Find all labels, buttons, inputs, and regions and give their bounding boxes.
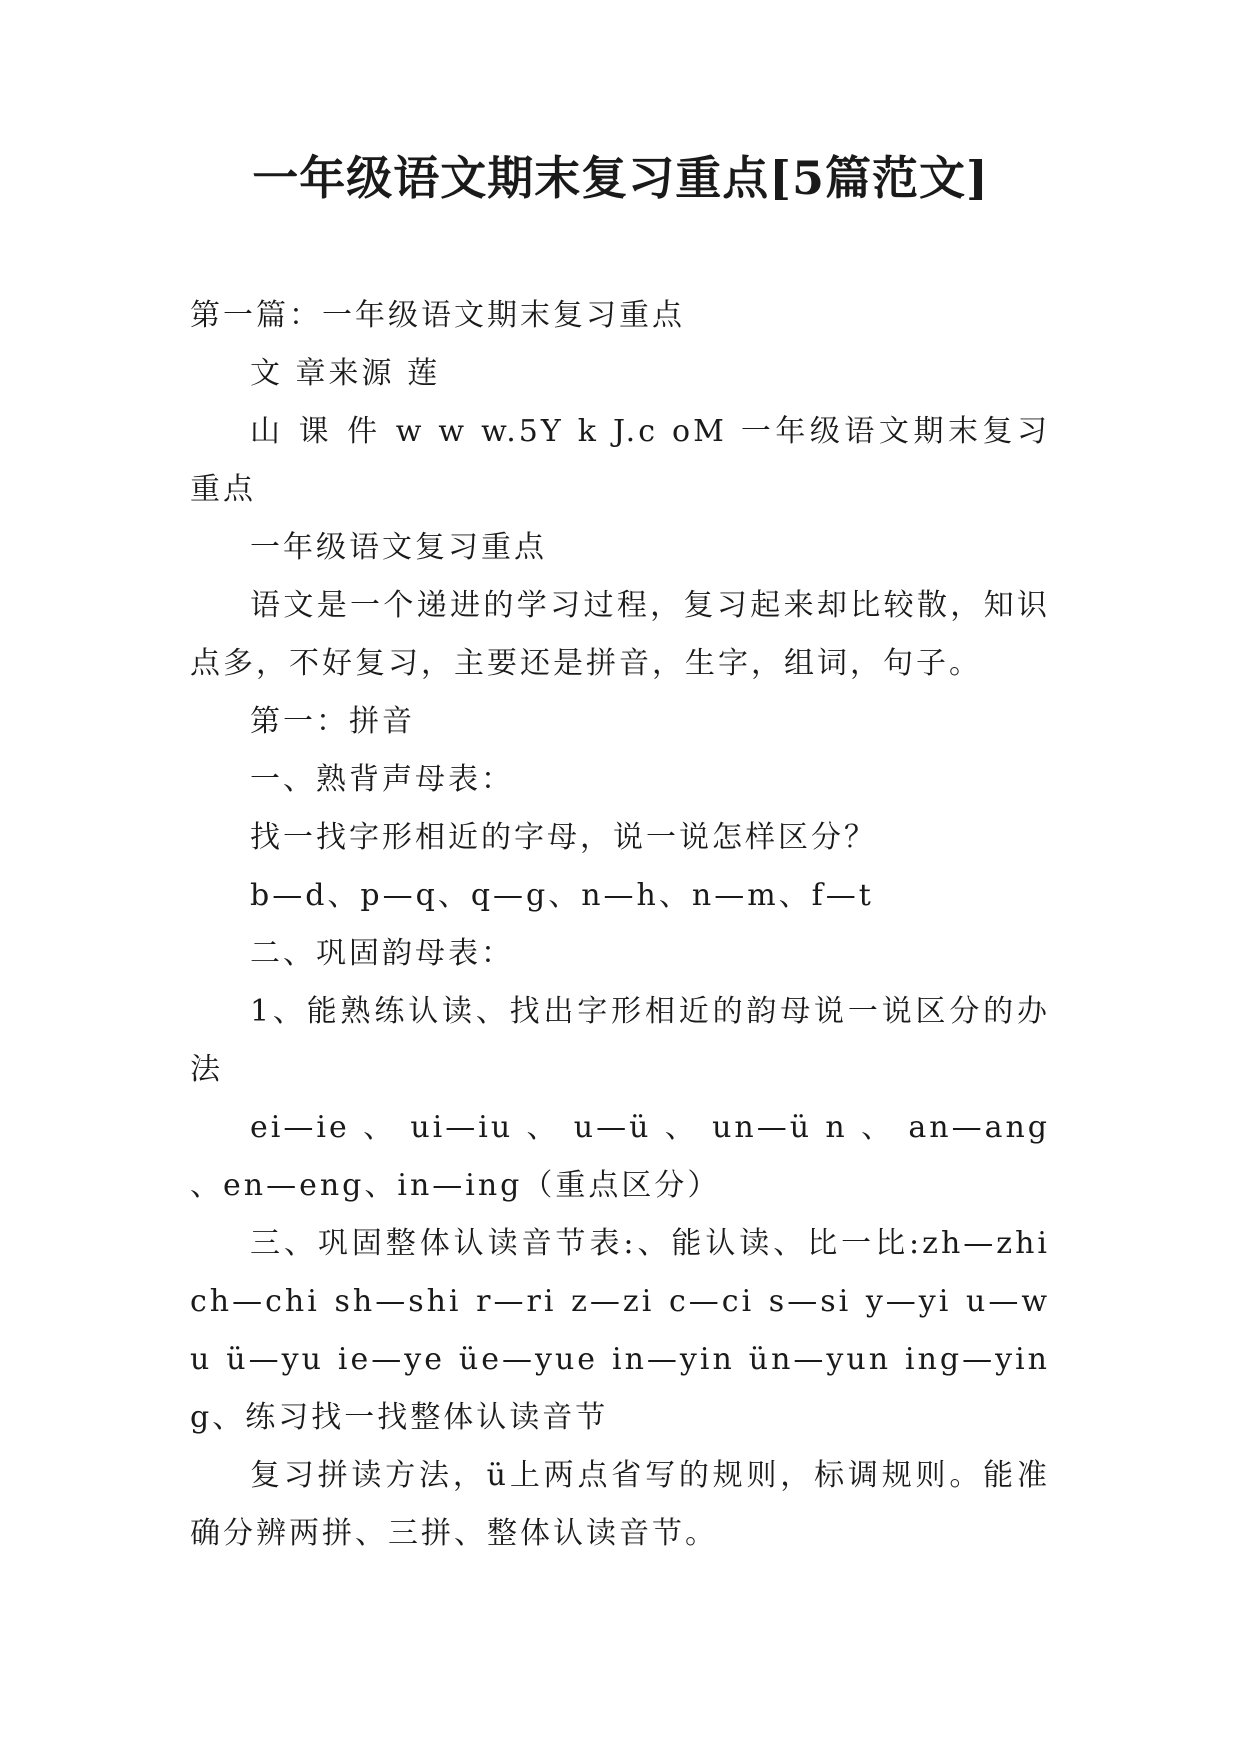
item-heading-initials: 一、熟背声母表： bbox=[250, 762, 514, 797]
part-heading-pinyin: 第一：拼音 bbox=[250, 704, 415, 739]
paragraph: 找一找字形相近的字母，说一说怎样区分？ bbox=[250, 820, 877, 855]
subtitle: 一年级语文复习重点 bbox=[250, 530, 547, 565]
item-heading-syllables: 三、巩固整体认读音节表:、能认读、比一比:zh—zhi ch—chi sh—shi r—ri z—zi c—ci s—si y—yi u—wu ü—yu ie—ye üe—yue in—yin ün—yun ing—ying、练习找一找整体认读音节 bbox=[190, 1226, 1050, 1435]
document-title: 一年级语文期末复习重点[5篇范文] bbox=[252, 151, 989, 205]
letter-pairs: b—d、p—q、q—g、n—h、n—m、f—t bbox=[250, 878, 874, 913]
intro-paragraph: 语文是一个递进的学习过程，复习起来却比较散，知识点多，不好复习，主要还是拼音，生字，组词，句子。 bbox=[190, 588, 1050, 681]
document-body bbox=[190, 287, 1050, 1563]
section-heading: 第一篇：一年级语文期末复习重点 bbox=[190, 298, 685, 333]
final-pairs: ei—ie 、 ui—iu 、 u—ü 、 un—ü n 、 an—ang 、en—eng、in—ing（重点区分） bbox=[190, 1110, 1050, 1203]
source-line: 文 章来源 莲 bbox=[250, 356, 441, 391]
paragraph: 1、能熟练认读、找出字形相近的韵母说一说区分的办法 bbox=[190, 994, 1050, 1087]
source-url-line: 山 课 件 w w w.5Y k J.c oM 一年级语文期末复习重点 bbox=[190, 414, 1050, 507]
item-heading-finals: 二、巩固韵母表： bbox=[250, 936, 514, 971]
paragraph: 复习拼读方法，ü上两点省写的规则，标调规则。能准确分辨两拼、三拼、整体认读音节。 bbox=[190, 1458, 1050, 1551]
